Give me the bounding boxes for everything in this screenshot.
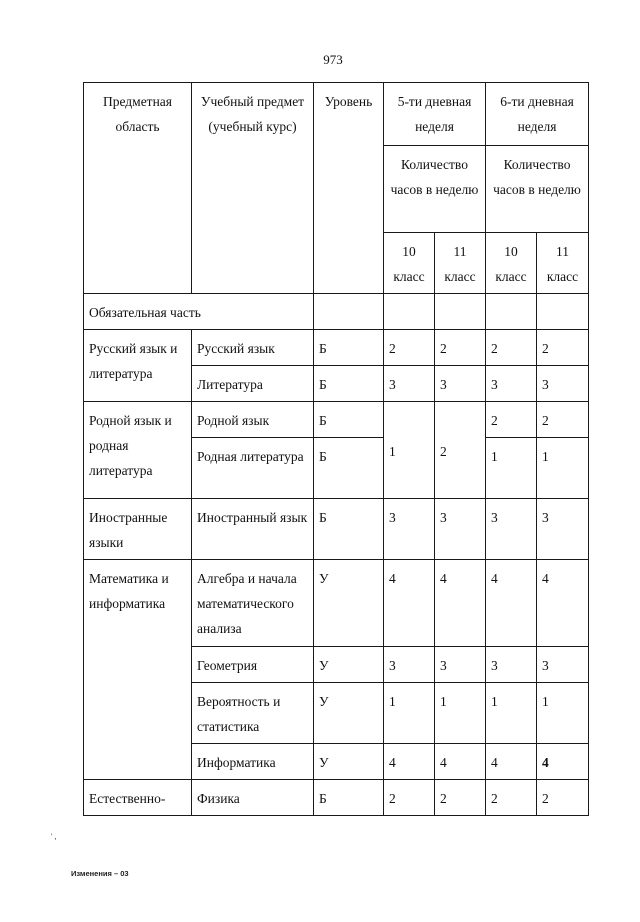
header-subject-area: Предметная область	[84, 83, 192, 294]
hours-cell: 2	[537, 402, 589, 438]
table-cell	[537, 294, 589, 330]
subject-cell: Алгебра и начала математического анализа	[192, 560, 314, 647]
level-cell: У	[314, 683, 384, 744]
subject-area-cell: Математика и информатика	[84, 560, 192, 780]
hours-cell: 1	[537, 438, 589, 499]
hours-cell: 2	[486, 780, 537, 816]
header-hours-5: Количество часов в неделю	[384, 146, 486, 233]
level-cell: Б	[314, 780, 384, 816]
table-row	[84, 330, 589, 366]
subject-cell: Литература	[192, 366, 314, 402]
header-6-day-week: 6-ти дневная неделя	[486, 83, 589, 146]
hours-cell: 3	[486, 647, 537, 683]
hours-cell: 3	[537, 647, 589, 683]
hours-cell: 4	[486, 744, 537, 780]
subject-cell: Информатика	[192, 744, 314, 780]
hours-cell: 3	[537, 499, 589, 560]
hours-cell: 4	[435, 560, 486, 647]
hours-cell: 1	[537, 683, 589, 744]
hours-cell: 2	[486, 330, 537, 366]
table-row	[84, 560, 589, 647]
table-cell	[486, 294, 537, 330]
hours-cell: 4	[384, 560, 435, 647]
hours-cell: 3	[435, 499, 486, 560]
hours-cell-merged: 1	[384, 402, 435, 499]
header-row	[84, 83, 589, 146]
subject-area-cell: Иностранные языки	[84, 499, 192, 560]
hours-cell: 2	[435, 330, 486, 366]
hours-cell: 1	[435, 683, 486, 744]
level-cell: У	[314, 647, 384, 683]
table-row	[84, 499, 589, 560]
hours-cell-merged: 2	[435, 402, 486, 499]
subject-cell: Родной язык	[192, 402, 314, 438]
hours-cell: 3	[435, 366, 486, 402]
hours-cell: 1	[486, 438, 537, 499]
table-row	[84, 780, 589, 816]
hours-cell: 3	[384, 366, 435, 402]
hours-cell: 2	[435, 780, 486, 816]
level-cell: Б	[314, 330, 384, 366]
subject-cell: Иностранный язык	[192, 499, 314, 560]
hours-cell: 2	[537, 330, 589, 366]
scan-speck: ' ,	[51, 832, 57, 841]
table-cell	[314, 294, 384, 330]
hours-cell: 2	[384, 780, 435, 816]
hours-cell: 4	[486, 560, 537, 647]
level-cell: Б	[314, 499, 384, 560]
level-cell: Б	[314, 402, 384, 438]
page-number: 973	[323, 52, 343, 67]
hours-cell: 4	[537, 744, 589, 780]
hours-cell: 2	[537, 780, 589, 816]
subject-area-cell: Русский язык и литература	[84, 330, 192, 402]
curriculum-table	[83, 82, 589, 816]
level-cell: Б	[314, 366, 384, 402]
hours-cell: 3	[537, 366, 589, 402]
hours-cell: 3	[435, 647, 486, 683]
level-cell: Б	[314, 438, 384, 499]
hours-cell: 2	[384, 330, 435, 366]
hours-cell: 3	[384, 647, 435, 683]
hours-cell: 1	[486, 683, 537, 744]
table-row	[84, 402, 589, 438]
header-grade-11: 11 класс	[537, 233, 589, 294]
section-row	[84, 294, 589, 330]
subject-area-cell: Родной язык и родная литература	[84, 402, 192, 499]
level-cell: У	[314, 744, 384, 780]
hours-cell: 3	[486, 366, 537, 402]
header-5-day-week: 5-ти дневная неделя	[384, 83, 486, 146]
hours-cell: 4	[435, 744, 486, 780]
hours-cell: 3	[384, 499, 435, 560]
header-grade-10: 10 класс	[486, 233, 537, 294]
subject-cell: Русский язык	[192, 330, 314, 366]
subject-cell: Геометрия	[192, 647, 314, 683]
table-cell	[435, 294, 486, 330]
subject-cell: Вероятность и статистика	[192, 683, 314, 744]
header-level: Уровень	[314, 83, 384, 294]
section-mandatory-part: Обязательная часть	[84, 294, 314, 330]
header-grade-11: 11 класс	[435, 233, 486, 294]
level-cell: У	[314, 560, 384, 647]
hours-cell: 4	[537, 560, 589, 647]
table-cell	[384, 294, 435, 330]
header-subject: Учебный предмет (учебный курс)	[192, 83, 314, 294]
hours-cell: 4	[384, 744, 435, 780]
hours-cell: 1	[384, 683, 435, 744]
footer-revision: Изменения – 03	[71, 869, 129, 878]
subject-area-cell: Естественно-	[84, 780, 192, 816]
hours-cell: 2	[486, 402, 537, 438]
subject-cell: Родная литература	[192, 438, 314, 499]
header-hours-6: Количество часов в неделю	[486, 146, 589, 233]
hours-cell: 3	[486, 499, 537, 560]
subject-cell: Физика	[192, 780, 314, 816]
header-grade-10: 10 класс	[384, 233, 435, 294]
